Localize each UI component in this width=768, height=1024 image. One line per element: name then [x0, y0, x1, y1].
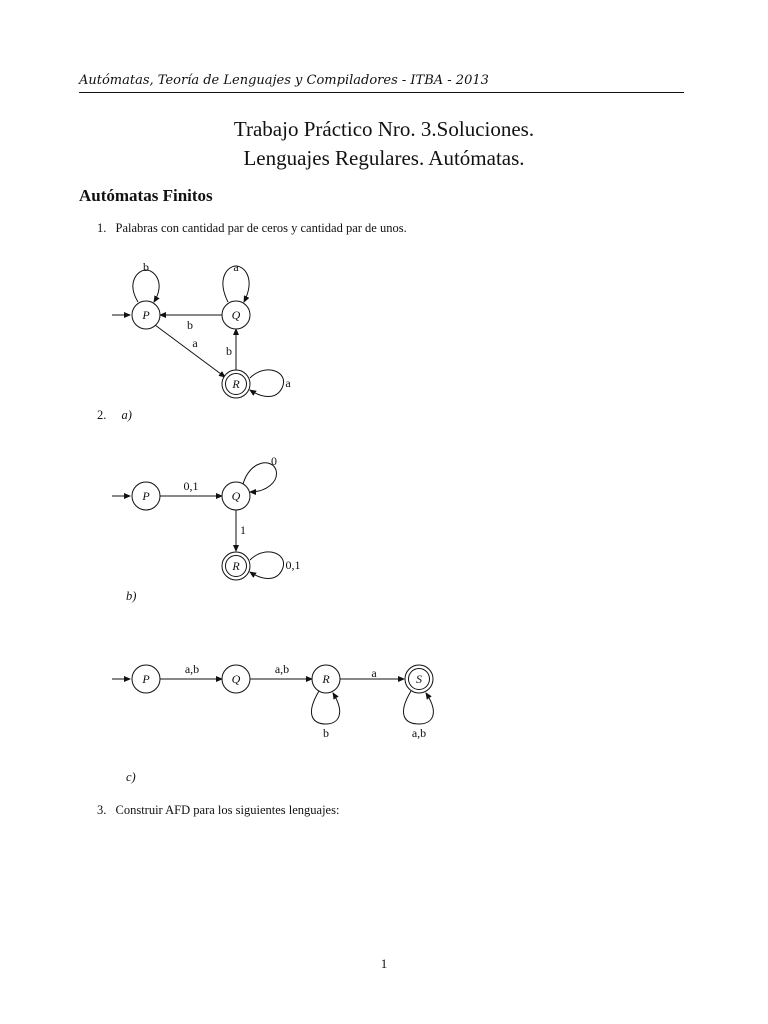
item-3-text: Construir AFD para los siguientes lenguajes:	[115, 803, 340, 817]
item-3-number: 3.	[97, 803, 107, 817]
running-header: Autómatas, Teoría de Lenguajes y Compiladores - ITBA - 2013	[79, 73, 489, 88]
d1-label-q-p: b	[187, 318, 193, 332]
d2a-state-r-label: R	[232, 559, 240, 573]
d2b-label-p-q: a,b	[184, 662, 200, 676]
d1-loop-p	[133, 270, 159, 302]
d2b-loop-s	[403, 691, 433, 724]
d2b-state-s-label: S	[416, 672, 422, 686]
item-2-number: 2.	[97, 408, 107, 422]
d2b-label-loop-r: b	[323, 726, 329, 740]
d1-state-p-label: P	[142, 308, 150, 322]
section-title: Autómatas Finitos	[79, 186, 213, 205]
d1-label-r-q: b	[226, 344, 232, 358]
d1-label-loop-p: b	[143, 260, 149, 274]
d2a-state-q-label: Q	[231, 489, 241, 503]
d2a-loop-r	[250, 552, 284, 579]
page-number: 1	[380, 956, 388, 971]
item-2a-label: a)	[121, 408, 132, 422]
title-line-2: Lenguajes Regulares. Autómatas.	[243, 146, 525, 170]
d1-state-r-label: R	[232, 377, 240, 391]
d1-label-loop-q: a	[233, 260, 239, 274]
d2b-label-r-s: a	[371, 666, 377, 680]
diagram-2a	[112, 454, 301, 580]
d2a-label-q-r: 1	[240, 523, 246, 537]
d2b-state-r-label: R	[322, 672, 330, 686]
d2a-label-loop-r: 0,1	[285, 558, 301, 572]
d2a-label-loop-q: 0	[271, 454, 277, 468]
item-1-text: Palabras con cantidad par de ceros y cantidad par de unos.	[115, 221, 407, 235]
item-2b-label: b)	[126, 589, 137, 603]
d1-state-q-label: Q	[231, 308, 241, 322]
d1-label-loop-r: a	[285, 376, 291, 390]
d2b-label-q-r: a,b	[274, 662, 290, 676]
d2b-loop-r	[311, 691, 339, 724]
d1-edge-p-r	[155, 325, 225, 377]
d2b-state-p-label: P	[142, 672, 150, 686]
item-2c-label: c)	[126, 770, 136, 784]
d2a-state-p-label: P	[142, 489, 150, 503]
d1-loop-r	[250, 370, 284, 397]
title-line-1: Trabajo Práctico Nro. 3.Soluciones.	[233, 117, 535, 141]
d2a-label-p-q: 0,1	[183, 479, 199, 493]
diagram-2b	[112, 662, 433, 740]
item-1-number: 1.	[97, 221, 107, 235]
d2b-state-q-label: Q	[231, 672, 241, 686]
d2b-label-loop-s: a,b	[411, 726, 427, 740]
diagram-1	[112, 260, 291, 398]
d1-label-p-r: a	[192, 336, 198, 350]
